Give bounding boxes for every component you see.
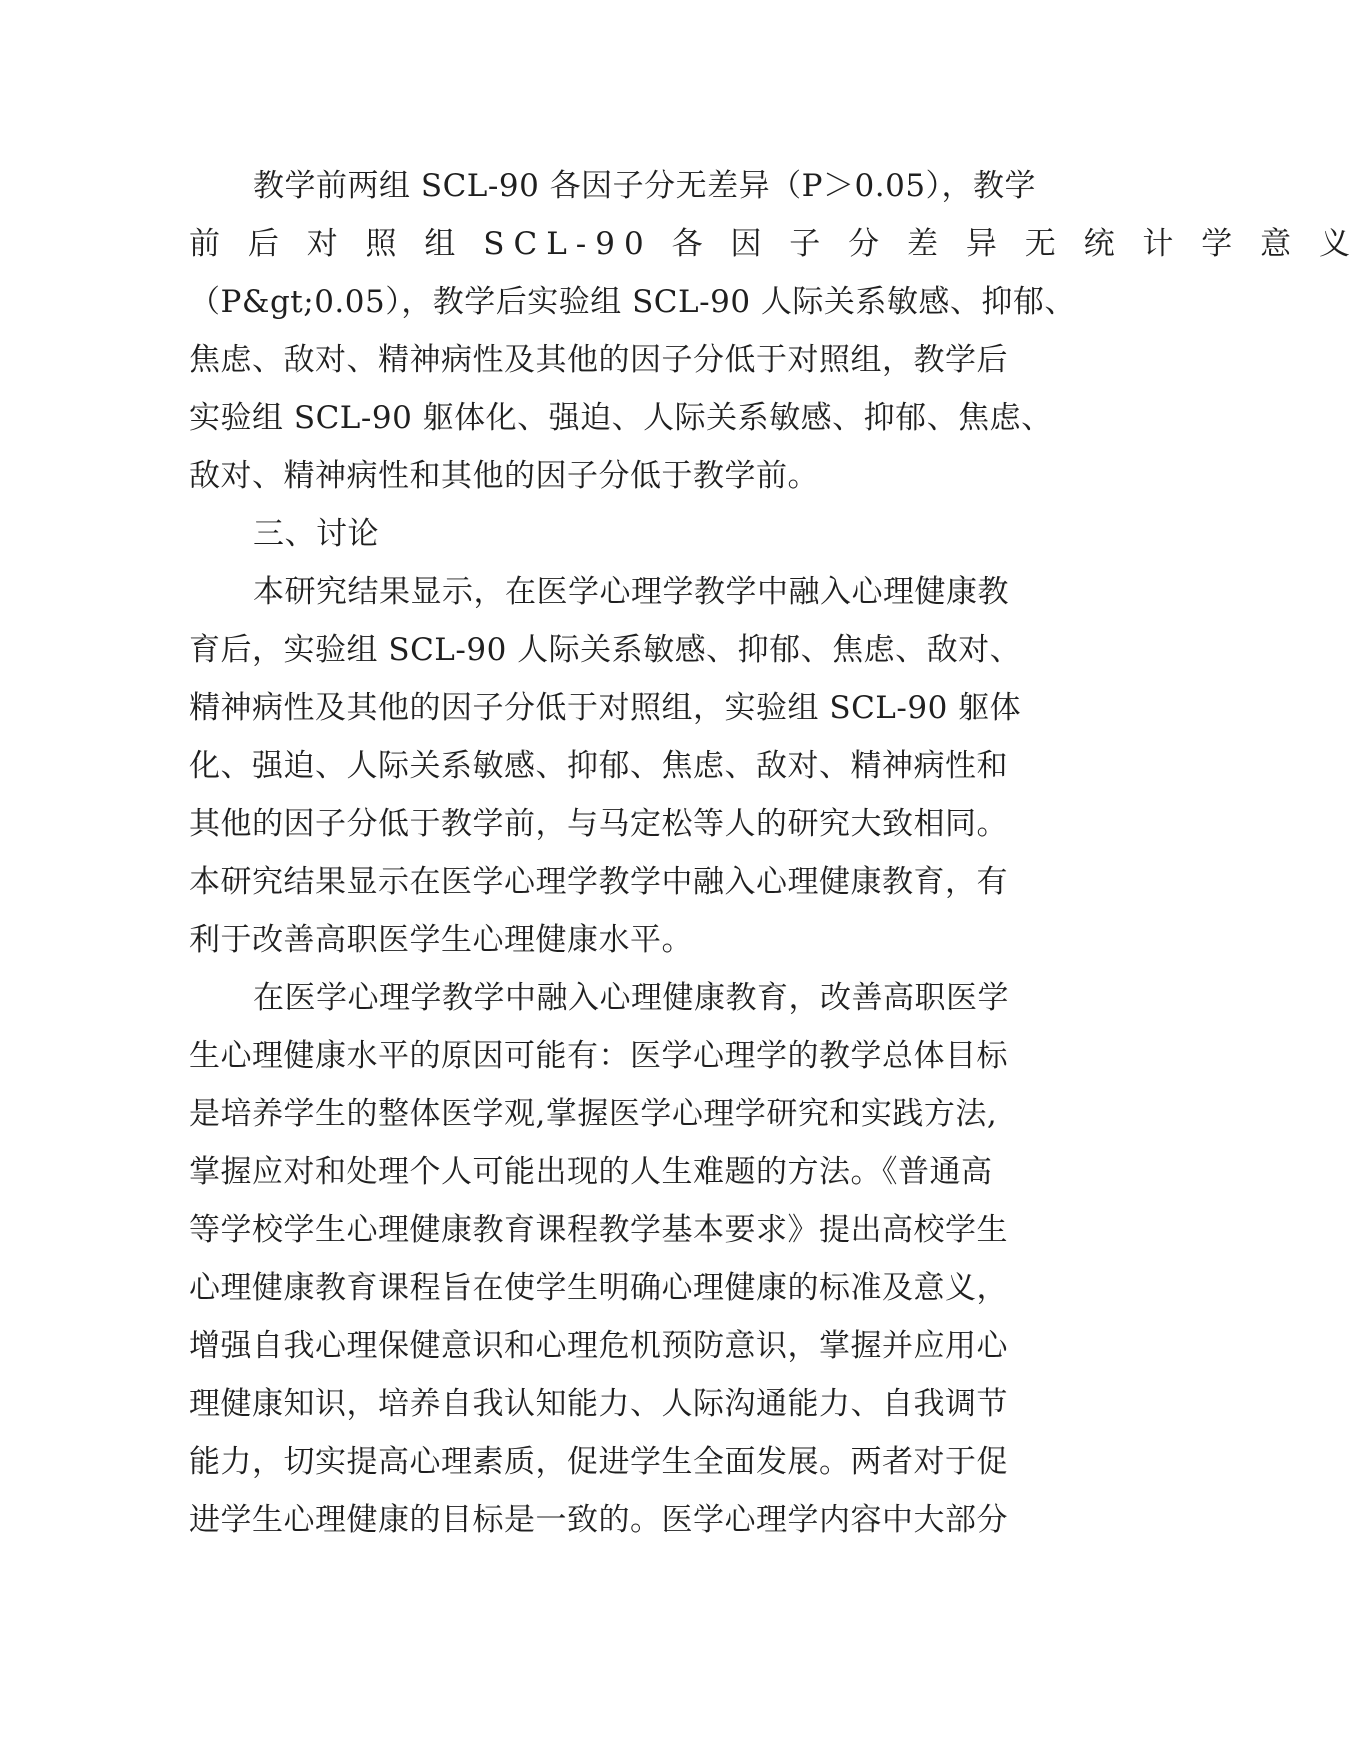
paragraph-line: 等学校学生心理健康教育课程教学基本要求》提出高校学生 (189, 1212, 1008, 1248)
paragraph-line: 实验组 SCL-90 躯体化、强迫、人际关系敏感、抑郁、焦虑、 (189, 400, 1053, 436)
paragraph-line: 本研究结果显示在医学心理学教学中融入心理健康教育，有 (189, 864, 1008, 900)
paragraph-line: 焦虑、敌对、精神病性及其他的因子分低于对照组，教学后 (189, 342, 1008, 378)
section-heading: 三、讨论 (253, 516, 379, 552)
paragraph-line: 能力，切实提高心理素质，促进学生全面发展。两者对于促 (189, 1444, 1008, 1480)
paragraph-line: 利于改善高职医学生心理健康水平。 (189, 922, 693, 958)
paragraph-line: 在医学心理学教学中融入心理健康教育，改善高职医学 (253, 980, 1009, 1016)
paragraph-line: 精神病性及其他的因子分低于对照组，实验组 SCL-90 躯体 (189, 690, 1022, 726)
paragraph-line: 本研究结果显示，在医学心理学教学中融入心理健康教 (253, 574, 1009, 610)
paragraph-line: 化、强迫、人际关系敏感、抑郁、焦虑、敌对、精神病性和 (189, 748, 1008, 784)
paragraph-line: 掌握应对和处理个人可能出现的人生难题的方法。《普通高 (189, 1154, 993, 1190)
paragraph-results (189, 157, 1359, 505)
paragraph-line: 是培养学生的整体医学观,掌握医学心理学研究和实践方法, (189, 1096, 998, 1132)
paragraph-line: 进学生心理健康的目标是一致的。医学心理学内容中大部分 (189, 1502, 1008, 1538)
paragraph-line: 教学前两组 SCL-90 各因子分无差异（P＞0.05），教学 (253, 168, 1037, 204)
paragraph-line: （P&gt;0.05），教学后实验组 SCL-90 人际关系敏感、抑郁、 (189, 284, 1076, 320)
paragraph-line: 增强自我心理保健意识和心理危机预防意识，掌握并应用心 (189, 1328, 1008, 1364)
paragraph-line: 敌对、精神病性和其他的因子分低于教学前。 (189, 458, 819, 494)
paragraph-discussion-2 (189, 969, 1069, 1549)
paragraph-line: 育后，实验组 SCL-90 人际关系敏感、抑郁、焦虑、敌对、 (189, 632, 1022, 668)
document-body (189, 157, 1359, 1549)
paragraph-line: 理健康知识，培养自我认知能力、人际沟通能力、自我调节 (189, 1386, 1008, 1422)
paragraph-discussion-1 (189, 563, 1069, 969)
paragraph-line: 其他的因子分低于教学前，与马定松等人的研究大致相同。 (189, 806, 1008, 842)
paragraph-line: 心理健康教育课程旨在使学生明确心理健康的标准及意义， (189, 1270, 1008, 1306)
paragraph-line: 前 后 对 照 组 SCL-90 各 因 子 分 差 异 无 统 计 学 意 义 (189, 226, 1359, 262)
paragraph-line: 生心理健康水平的原因可能有：医学心理学的教学总体目标 (189, 1038, 1008, 1074)
section-heading-discussion (189, 505, 1069, 563)
